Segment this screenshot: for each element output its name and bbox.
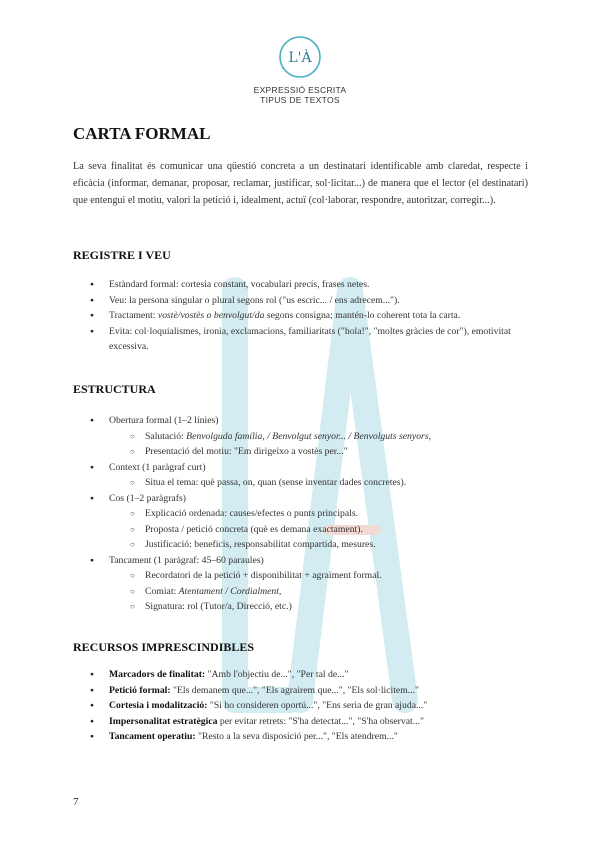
list-item: ● Estàndard formal: cortesia constant, vocabulari precís, frases netes. bbox=[73, 277, 533, 293]
sub-list bbox=[109, 475, 533, 491]
document-header bbox=[0, 34, 600, 105]
list-item: ● Tractament: vostè/vostès o benvolgut/da segons consigna; mantén-lo coherent tota la carta. bbox=[73, 308, 533, 324]
list-item: ● Marcadors de finalitat: "Amb l'objectiu de...", "Per tal de..." bbox=[73, 667, 533, 683]
section-heading-recursos: RECURSOS IMPRESCINDIBLES bbox=[73, 640, 255, 654]
sub-list bbox=[109, 568, 533, 615]
header-line-2: TIPUS DE TEXTOS bbox=[260, 95, 340, 105]
header-line-1: EXPRESSIÓ ESCRITA bbox=[253, 85, 347, 95]
section-estructura bbox=[73, 382, 533, 615]
brand-logo-icon bbox=[277, 34, 323, 80]
page-title: CARTA FORMAL bbox=[73, 124, 211, 143]
list-item: ● Impersonalitat estratègica per evitar retrets: "S'ha detectat...", "S'ha observat..." bbox=[73, 714, 533, 730]
sub-list-item: ○ Recordatori de la petició + disponibilitat + agraïment formal. bbox=[109, 568, 533, 584]
recursos-list bbox=[73, 667, 533, 745]
main-content bbox=[73, 124, 528, 209]
section-recursos bbox=[73, 640, 533, 745]
sub-list-item: ○ Justificació: beneficis, responsabilitat compartida, mesures. bbox=[109, 537, 533, 553]
list-item: ● Obertura formal (1–2 línies) ○ Salutació: Benvolguda família, / Benvolgut senyor... / Benvolguts senyors, ○ Presentació del motiu: "Em dirigeixo a vostès per..." bbox=[73, 413, 533, 460]
list-item: ● Tancament (1 paràgraf: 45–60 paraules) ○ Recordatori de la petició + disponibilitat + agraïment formal. ○ Comiat: Atentament / Cordialment, ○ Signatura: rol (Tutor/a, Direcció, etc.) bbox=[73, 553, 533, 615]
sub-list-item: ○ Explicació ordenada: causes/efectes o punts principals. bbox=[109, 506, 533, 522]
sub-list-item: ○ Presentació del motiu: "Em dirigeixo a vostès per..." bbox=[109, 444, 533, 460]
sub-list-item: ○ Proposta / petició concreta (què es demana exactament). bbox=[109, 522, 533, 538]
section-registre bbox=[73, 248, 533, 355]
sub-list bbox=[109, 506, 533, 553]
section-heading-registre: REGISTRE I VEU bbox=[73, 248, 171, 262]
list-item: ● Tancament operatiu: "Resto a la seva disposició per...", "Els atendrem..." bbox=[73, 729, 533, 745]
list-item: ● Petició formal: "Els demanem que...", "Els agrairem que...", "Els sol·licitem..." bbox=[73, 683, 533, 699]
intro-paragraph: La seva finalitat és comunicar una qüestió concreta a un destinatari identificable amb claredat, respecte i eficàcia (informar, demanar, proposar, reclamar, justificar, sol·licitar...) de manera que el lector (el destinatari) que entengui el motiu, valori la petició i, idealment, actuï (col·laborar, respondre, autoritzar, corregir...). bbox=[73, 161, 528, 206]
section-heading-estructura: ESTRUCTURA bbox=[73, 382, 156, 396]
page-number: 7 bbox=[73, 796, 79, 808]
sub-list-item: ○ Salutació: Benvolguda família, / Benvolgut senyor... / Benvolguts senyors, bbox=[109, 429, 533, 445]
registre-list bbox=[73, 277, 533, 355]
estructura-list bbox=[73, 413, 533, 615]
list-item: ● Context (1 paràgraf curt) ○ Situa el tema: què passa, on, quan (sense inventar dades concretes). bbox=[73, 460, 533, 491]
sub-list-item: ○ Signatura: rol (Tutor/a, Direcció, etc.) bbox=[109, 599, 533, 615]
sub-list-item: ○ Comiat: Atentament / Cordialment, bbox=[109, 584, 533, 600]
list-item: ● Evita: col·loquialismes, ironia, exclamacions, familiaritats ("hola!", "moltes gràcies de cor"), emotivitat excessiva. bbox=[73, 324, 533, 355]
list-item: ● Cortesia i modalització: "Si ho consideren oportú...", "Ens seria de gran ajuda..." bbox=[73, 698, 533, 714]
sub-list-item: ○ Situa el tema: què passa, on, quan (sense inventar dades concretes). bbox=[109, 475, 533, 491]
sub-list bbox=[109, 429, 533, 460]
svg-text:L'À: L'À bbox=[288, 50, 312, 66]
list-item: ● Veu: la persona singular o plural segons rol ("us escric... / ens adrecem..."). bbox=[73, 293, 533, 309]
list-item: ● Cos (1–2 paràgrafs) ○ Explicació ordenada: causes/efectes o punts principals. ○ Proposta / petició concreta (què es demana exactament). ○ Justificació: beneficis, responsabilitat compartida, mesures. bbox=[73, 491, 533, 553]
